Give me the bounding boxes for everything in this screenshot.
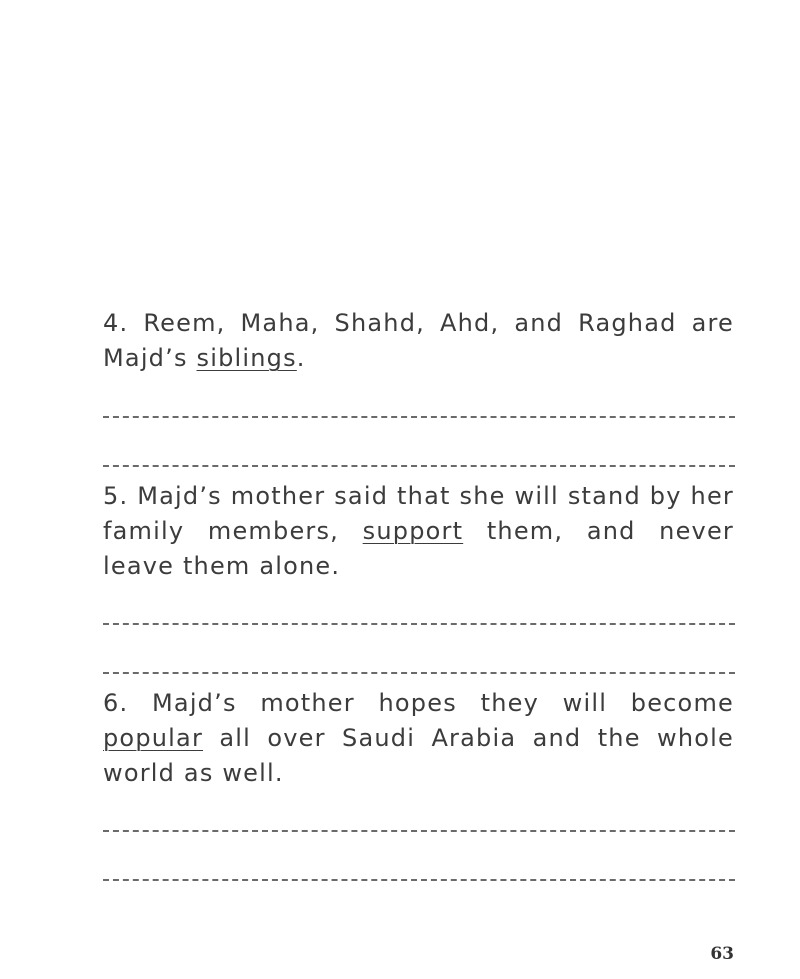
question-text: Reem, Maha, Shahd, Ahd, and Raghad are Majd’s	[103, 309, 734, 372]
answer-line[interactable]	[103, 465, 735, 467]
question-text-end: all over Saudi Arabia and the whole world as well.	[103, 724, 734, 787]
answer-line[interactable]	[103, 672, 735, 674]
answer-line[interactable]	[103, 830, 735, 832]
question-6	[103, 686, 734, 791]
underlined-word: siblings	[196, 344, 297, 372]
question-5	[103, 479, 734, 584]
question-text: Majd’s mother said that she will stand by her family members,	[103, 482, 734, 545]
question-text-end: .	[296, 344, 306, 372]
answer-line[interactable]	[103, 416, 735, 418]
underlined-word: support	[362, 517, 464, 545]
answer-line[interactable]	[103, 623, 735, 625]
question-number: 5.	[103, 482, 129, 510]
question-number: 4.	[103, 309, 129, 337]
answer-line[interactable]	[103, 879, 735, 881]
page-number: 63	[710, 944, 734, 964]
question-4	[103, 306, 734, 376]
question-text-end: them, and never leave them alone.	[103, 517, 734, 580]
question-number: 6.	[103, 689, 129, 717]
underlined-word: popular	[103, 724, 204, 752]
question-text: Majd’s mother hopes they will become	[152, 689, 734, 717]
